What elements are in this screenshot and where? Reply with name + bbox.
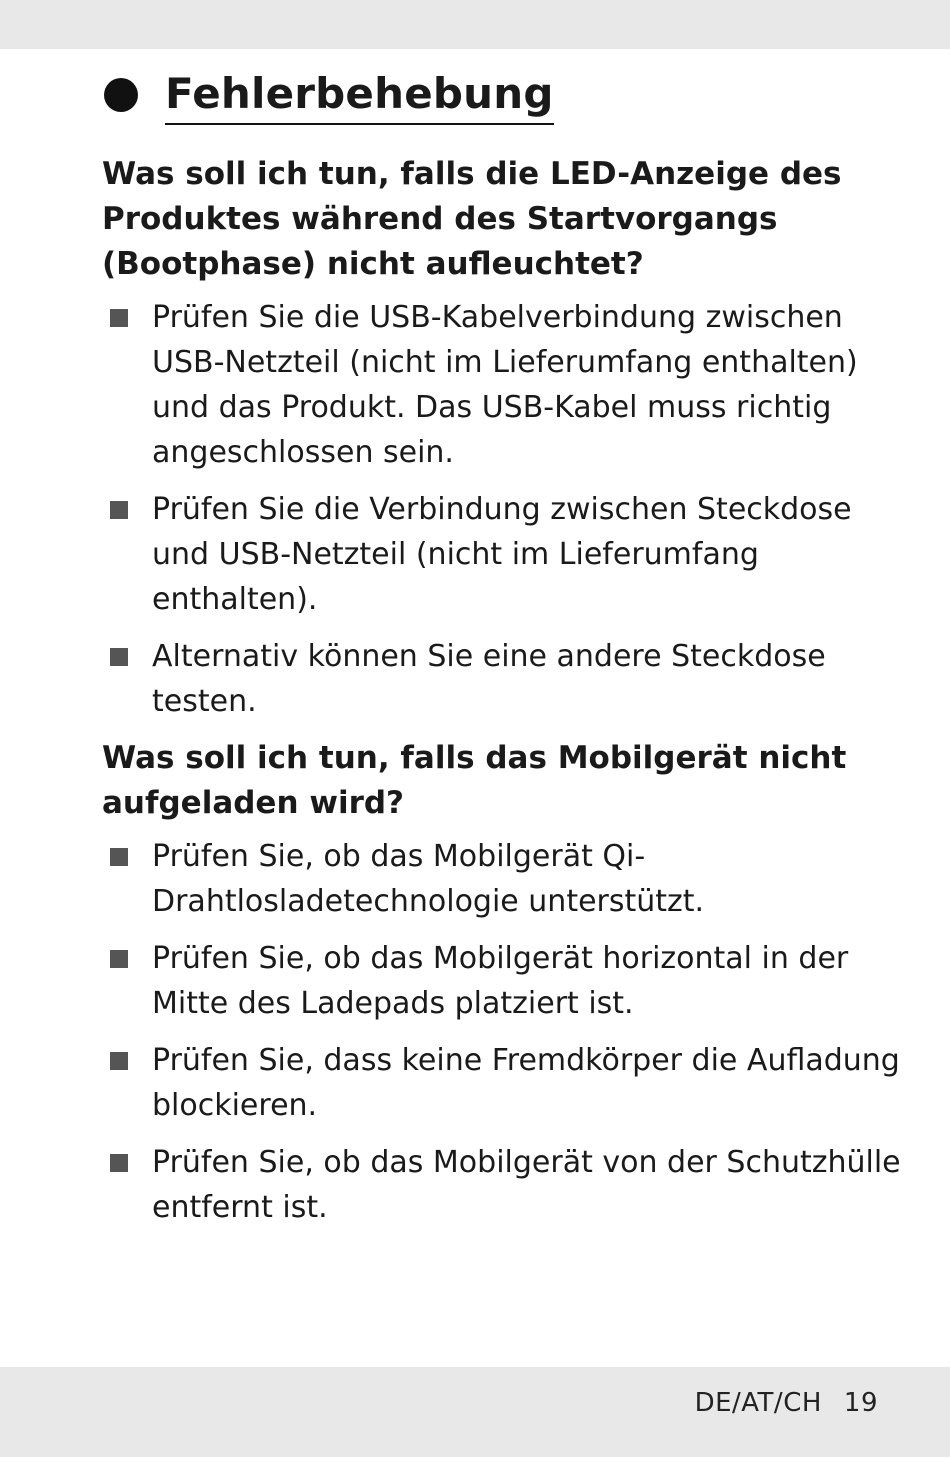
list-item: [102, 1140, 902, 1230]
bullet-list: [102, 295, 902, 724]
question-heading: Was soll ich tun, falls die LED-Anzeige des Produktes während des Startvorgangs (Bootphase) nicht aufleuchtet?: [102, 156, 842, 282]
list-item: [102, 834, 902, 924]
square-bullet-icon: [110, 501, 128, 519]
list-item-text: Prüfen Sie die USB-Kabelverbindung zwischen USB-Netzteil (nicht im Lieferumfang enthalten) und das Produkt. Das USB-Kabel muss richtig angeschlossen sein.: [152, 300, 858, 470]
square-bullet-icon: [110, 309, 128, 327]
list-item-text: Prüfen Sie, ob das Mobilgerät von der Schutzhülle entfernt ist.: [152, 1145, 901, 1225]
question-heading: Was soll ich tun, falls das Mobilgerät nicht aufgeladen wird?: [102, 740, 847, 821]
square-bullet-icon: [110, 1052, 128, 1070]
list-item: [102, 936, 902, 1026]
page-title: Fehlerbehebung: [165, 66, 554, 125]
bullet-list: [102, 834, 902, 1230]
heading-bullet-icon: [104, 78, 138, 112]
list-item: [102, 295, 902, 475]
page-footer: [695, 1388, 878, 1418]
list-item-text: Prüfen Sie, ob das Mobilgerät Qi-Drahtlosladetechnologie unterstützt.: [152, 839, 705, 919]
list-item: [102, 487, 902, 622]
header-band: [0, 0, 950, 49]
list-item-text: Prüfen Sie, dass keine Fremdkörper die Aufladung blockieren.: [152, 1043, 900, 1123]
list-item: [102, 1038, 902, 1128]
square-bullet-icon: [110, 848, 128, 866]
section-heading: [104, 66, 554, 128]
list-item-text: Prüfen Sie die Verbindung zwischen Steckdose und USB-Netzteil (nicht im Lieferumfang enthalten).: [152, 492, 852, 617]
content-area: [102, 152, 902, 1242]
square-bullet-icon: [110, 648, 128, 666]
list-item-text: Alternativ können Sie eine andere Steckdose testen.: [152, 639, 826, 719]
square-bullet-icon: [110, 1154, 128, 1172]
page-number: 19: [843, 1388, 878, 1418]
footer-region: DE/AT/CH: [694, 1388, 822, 1418]
list-item: [102, 634, 902, 724]
list-item-text: Prüfen Sie, ob das Mobilgerät horizontal in der Mitte des Ladepads platziert ist.: [152, 941, 849, 1021]
square-bullet-icon: [110, 950, 128, 968]
